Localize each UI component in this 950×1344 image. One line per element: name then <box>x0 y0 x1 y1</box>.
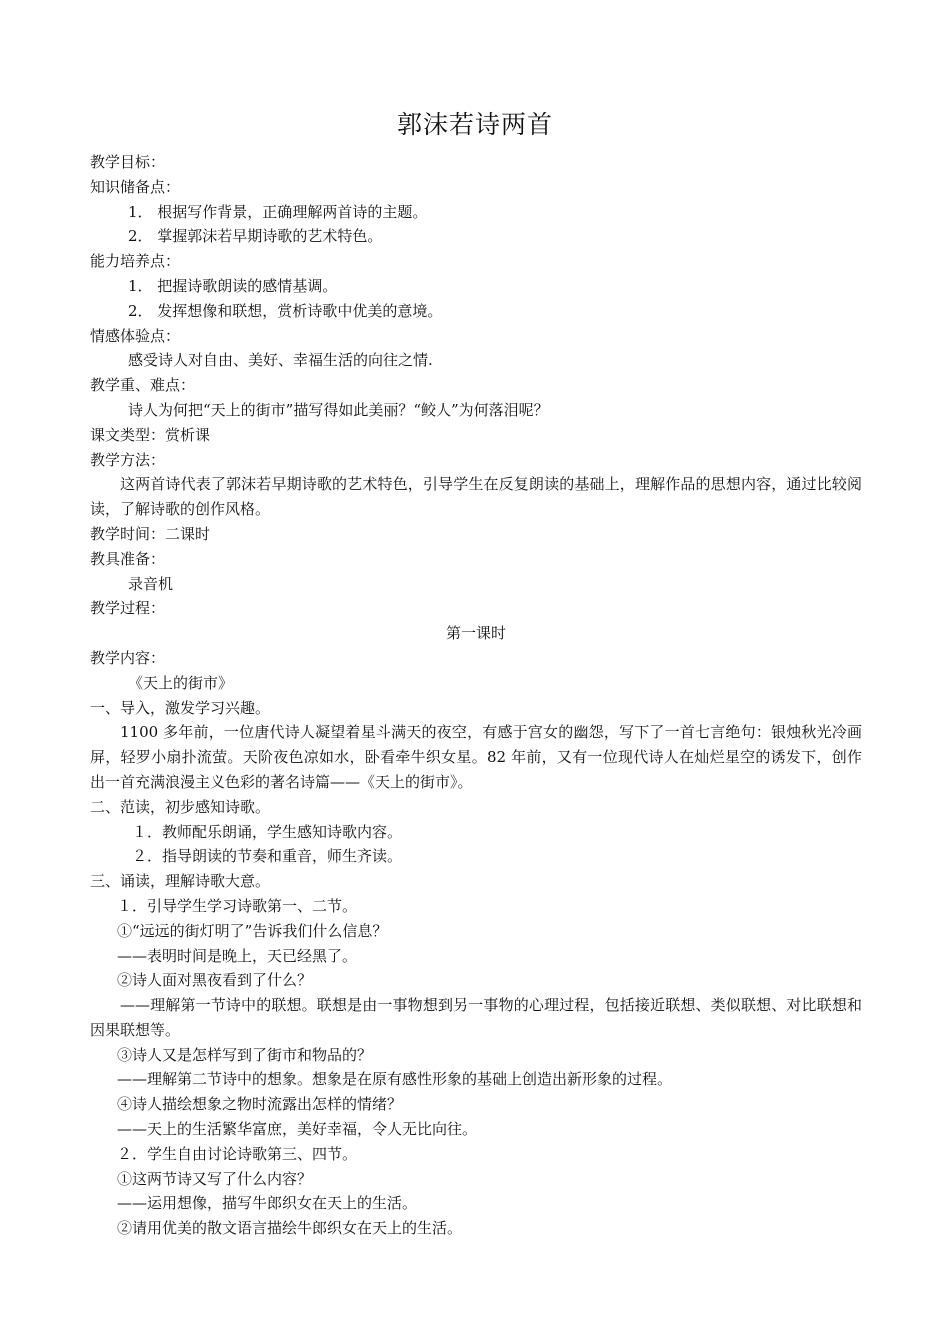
text-line: ——表明时间是晚上，天已经黑了。 <box>117 946 358 965</box>
text-line: ③诗人又是怎样写到了街市和物品的？ <box>117 1045 373 1064</box>
text-line: 这两首诗代表了郭沫若早期诗歌的艺术特色，引导学生在反复朗读的基础上，理解作品的思想内容，通过比较阅读，了解诗歌的创作风格。 <box>90 475 862 519</box>
section-heading: 课文类型：赏析课 <box>90 425 211 444</box>
text-line: 录音机 <box>128 574 174 593</box>
text-line: １．引导学生学习诗歌第一、二节。 <box>117 896 358 915</box>
section-heading: 能力培养点： <box>90 252 181 271</box>
text-line: 《天上的街市》 <box>128 673 234 692</box>
text-line: 感受诗人对自由、美好、幸福生活的向往之情. <box>128 351 433 370</box>
section-heading: 教学内容： <box>90 648 166 667</box>
section-heading: 二、范读，初步感知诗歌。 <box>90 797 271 816</box>
text-line: ①这两节诗又写了什么内容？ <box>117 1169 313 1188</box>
text-line: ①“远远的街灯明了”告诉我们什么信息？ <box>117 921 388 940</box>
text-line: ④诗人描绘想象之物时流露出怎样的情绪？ <box>117 1095 403 1114</box>
text-line: ——理解第一节诗中的联想。联想是由一事物想到另一事物的心理过程，包括接近联想、类似联想、对比联想和因果联想等。 <box>90 996 862 1039</box>
page-title: 郭沫若诗两首 <box>396 110 553 139</box>
text-line: ——天上的生活繁华富庶，美好幸福，令人无比向往。 <box>117 1120 478 1139</box>
section-heading: 一、导入，激发学习兴趣。 <box>90 698 271 717</box>
text-line: 2． 发挥想像和联想，赏析诗歌中优美的意境。 <box>128 301 443 320</box>
section-heading: 教学重、难点： <box>90 376 196 395</box>
text-line: ②诗人面对黑夜看到了什么？ <box>117 971 313 990</box>
text-line: ——理解第二节诗中的想象。想象是在原有感性形象的基础上创造出新形象的过程。 <box>117 1070 673 1089</box>
text-line: 1100 多年前，一位唐代诗人凝望着星斗满天的夜空，有感于宫女的幽怨，写下了一首七言绝句：银烛秋光冷画屏，轻罗小扇扑流萤。天阶夜色凉如水，卧看牵牛织女星。82 年前，又有一位现代诗人在灿烂星空的诱发下，创作出一首充满浪漫主义色彩的著名诗篇——《天上的街市》。 <box>90 723 862 791</box>
text-line: ２．指导朗读的节奏和重音，师生齐读。 <box>132 847 403 866</box>
section-heading: 教学方法： <box>90 450 166 469</box>
section-heading: 教学过程： <box>90 599 166 618</box>
document-body <box>90 150 862 1241</box>
section-heading: 教学时间：二课时 <box>90 524 211 543</box>
text-line: 第一课时 <box>445 624 506 643</box>
section-heading: 教具准备： <box>90 549 166 568</box>
section-heading: 三、诵读，理解诗歌大意。 <box>90 872 271 891</box>
section-heading: 情感体验点： <box>90 326 181 345</box>
text-line: 1． 根据写作背景，正确理解两首诗的主题。 <box>128 202 428 221</box>
section-heading: 知识储备点： <box>90 177 181 196</box>
text-line: 1． 把握诗歌朗读的感情基调。 <box>128 276 338 295</box>
text-line: 2． 掌握郭沫若早期诗歌的艺术特色。 <box>128 227 383 246</box>
text-line: ——运用想像，描写牛郎织女在天上的生活。 <box>117 1194 418 1213</box>
section-heading: 教学目标： <box>90 153 166 171</box>
text-line: ２．学生自由讨论诗歌第三、四节。 <box>117 1144 358 1163</box>
text-line: １．教师配乐朗诵，学生感知诗歌内容。 <box>132 822 403 841</box>
text-line: ②请用优美的散文语言描绘牛郎织女在天上的生活。 <box>117 1219 463 1238</box>
text-line: 诗人为何把“天上的街市”描写得如此美丽？“鲛人”为何落泪呢？ <box>128 400 549 419</box>
